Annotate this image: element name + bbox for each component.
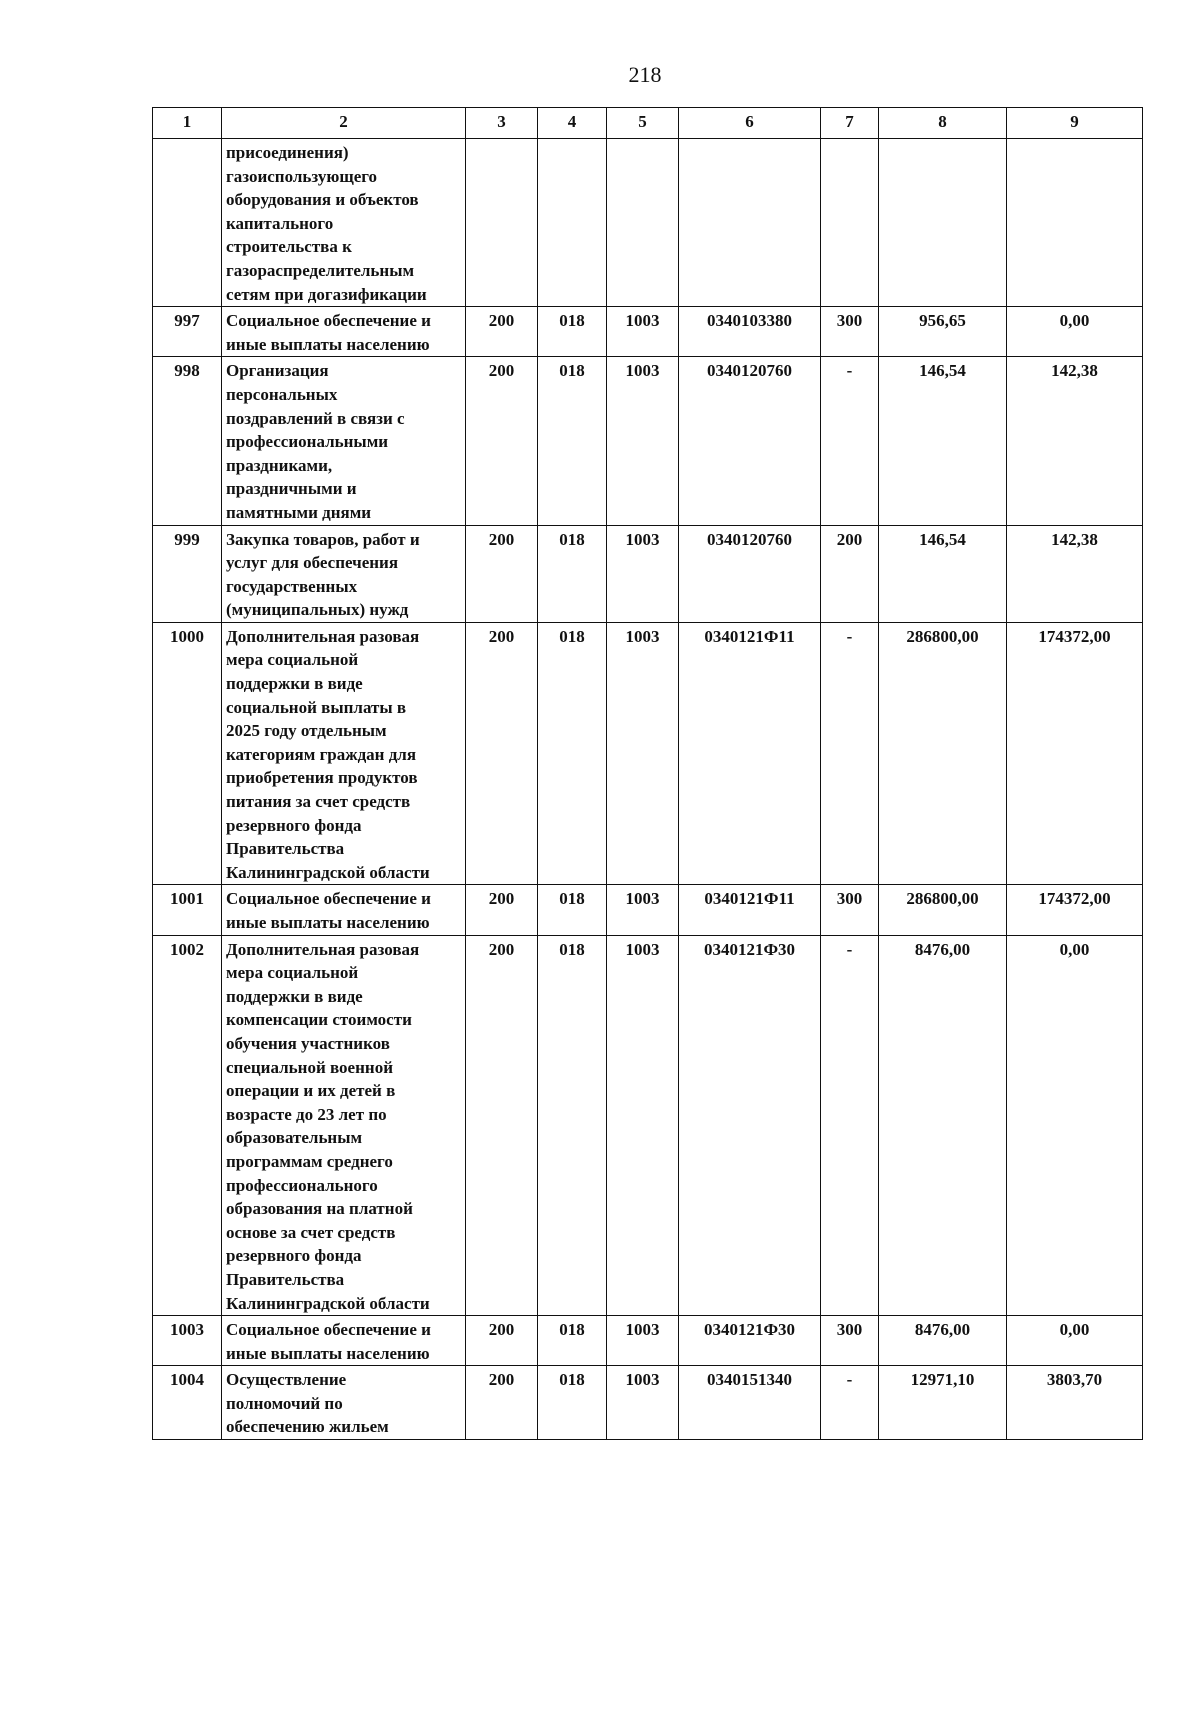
cell-col5: 1003	[607, 307, 679, 357]
row-name: Дополнительная разовая мера социальной поддержки в виде социальной выплаты в 2025 году отдельным категориям граждан для приобретения продуктов питания за счет средств резервного фонда Правительства Калининградской области	[222, 622, 466, 885]
row-name: Закупка товаров, работ и услуг для обеспечения государственных (муниципальных) нужд	[222, 525, 466, 622]
cell-col3: 200	[466, 935, 538, 1316]
cell-col6: 0340120760	[679, 357, 821, 525]
row-number: 999	[153, 525, 222, 622]
cell-col5: 1003	[607, 1366, 679, 1440]
cell-col5: 1003	[607, 1316, 679, 1366]
row-number: 1000	[153, 622, 222, 885]
cell-col6: 0340121Ф30	[679, 935, 821, 1316]
row-name: Социальное обеспечение и иные выплаты населению	[222, 307, 466, 357]
cell-col8: 956,65	[879, 307, 1007, 357]
cell-col8: 8476,00	[879, 1316, 1007, 1366]
cell-col3: 200	[466, 885, 538, 935]
cell-col9: 0,00	[1007, 1316, 1143, 1366]
row-name: Социальное обеспечение и иные выплаты населению	[222, 885, 466, 935]
cell-col7: -	[821, 622, 879, 885]
cell-col7: -	[821, 1366, 879, 1440]
row-number: 1002	[153, 935, 222, 1316]
header-row	[153, 108, 1143, 139]
table-row	[153, 1316, 1143, 1366]
cell-col5: 1003	[607, 885, 679, 935]
cell-col3: 200	[466, 622, 538, 885]
table-row	[153, 622, 1143, 885]
cell-col8: 146,54	[879, 357, 1007, 525]
cell-col7: 300	[821, 307, 879, 357]
cell-col6: 0340151340	[679, 1366, 821, 1440]
row-name: Осуществление полномочий по обеспечению жильем	[222, 1366, 466, 1440]
cell-col9: 174372,00	[1007, 622, 1143, 885]
cell-col5: 1003	[607, 622, 679, 885]
row-number: 998	[153, 357, 222, 525]
cell-col4: 018	[538, 885, 607, 935]
row-name: Организация персональных поздравлений в связи с профессиональными праздниками, праздничными и памятными днями	[222, 357, 466, 525]
cell-col9: 142,38	[1007, 525, 1143, 622]
column-header: 1	[153, 108, 222, 139]
cell-col4: 018	[538, 1366, 607, 1440]
cell-col4: 018	[538, 357, 607, 525]
cell-col8: 286800,00	[879, 885, 1007, 935]
cell-col4: 018	[538, 1316, 607, 1366]
column-header: 9	[1007, 108, 1143, 139]
cell-col3: 200	[466, 1366, 538, 1440]
cell-col9: 142,38	[1007, 357, 1143, 525]
row-number	[153, 139, 222, 307]
column-header: 4	[538, 108, 607, 139]
cell-col6: 0340121Ф30	[679, 1316, 821, 1366]
column-header: 6	[679, 108, 821, 139]
page-number: 218	[628, 62, 662, 87]
cell-col4: 018	[538, 935, 607, 1316]
cell-col7: -	[821, 357, 879, 525]
cell-col3: 200	[466, 1316, 538, 1366]
row-number: 997	[153, 307, 222, 357]
cell-col3	[466, 139, 538, 307]
cell-col7: 200	[821, 525, 879, 622]
table-row	[153, 935, 1143, 1316]
cell-col8: 286800,00	[879, 622, 1007, 885]
column-header: 7	[821, 108, 879, 139]
table-row	[153, 307, 1143, 357]
table-row	[153, 525, 1143, 622]
column-header: 2	[222, 108, 466, 139]
cell-col5: 1003	[607, 935, 679, 1316]
cell-col5: 1003	[607, 357, 679, 525]
cell-col3: 200	[466, 525, 538, 622]
cell-col9: 174372,00	[1007, 885, 1143, 935]
cell-col6: 0340103380	[679, 307, 821, 357]
cell-col3: 200	[466, 357, 538, 525]
cell-col9: 3803,70	[1007, 1366, 1143, 1440]
cell-col7: -	[821, 935, 879, 1316]
cell-col4: 018	[538, 307, 607, 357]
row-number: 1003	[153, 1316, 222, 1366]
cell-col9: 0,00	[1007, 307, 1143, 357]
row-name: Дополнительная разовая мера социальной поддержки в виде компенсации стоимости обучения участников специальной военной операции и их детей в возрасте до 23 лет по образовательным программам среднего профессионального образования на платной основе за счет средств резервного фонда Правительства Калининградской области	[222, 935, 466, 1316]
cell-col8: 8476,00	[879, 935, 1007, 1316]
row-number: 1004	[153, 1366, 222, 1440]
cell-col6	[679, 139, 821, 307]
cell-col7: 300	[821, 885, 879, 935]
row-name: Социальное обеспечение и иные выплаты населению	[222, 1316, 466, 1366]
cell-col3: 200	[466, 307, 538, 357]
cell-col7	[821, 139, 879, 307]
table-row	[153, 357, 1143, 525]
cell-col7: 300	[821, 1316, 879, 1366]
column-header: 5	[607, 108, 679, 139]
cell-col8: 146,54	[879, 525, 1007, 622]
cell-col4	[538, 139, 607, 307]
cell-col6: 0340120760	[679, 525, 821, 622]
cell-col5: 1003	[607, 525, 679, 622]
cell-col4: 018	[538, 525, 607, 622]
table-row	[153, 1366, 1143, 1440]
column-header: 3	[466, 108, 538, 139]
cell-col8	[879, 139, 1007, 307]
cell-col9	[1007, 139, 1143, 307]
cell-col9: 0,00	[1007, 935, 1143, 1316]
cell-col4: 018	[538, 622, 607, 885]
cell-col8: 12971,10	[879, 1366, 1007, 1440]
cell-col5	[607, 139, 679, 307]
row-name: присоединения) газоиспользующего оборудования и объектов капитального строительства к газораспределительным сетям при догазификации	[222, 139, 466, 307]
budget-table	[152, 107, 1143, 1440]
cell-col6: 0340121Ф11	[679, 622, 821, 885]
table-row	[153, 139, 1143, 307]
row-number: 1001	[153, 885, 222, 935]
column-header: 8	[879, 108, 1007, 139]
table-row	[153, 885, 1143, 935]
cell-col6: 0340121Ф11	[679, 885, 821, 935]
